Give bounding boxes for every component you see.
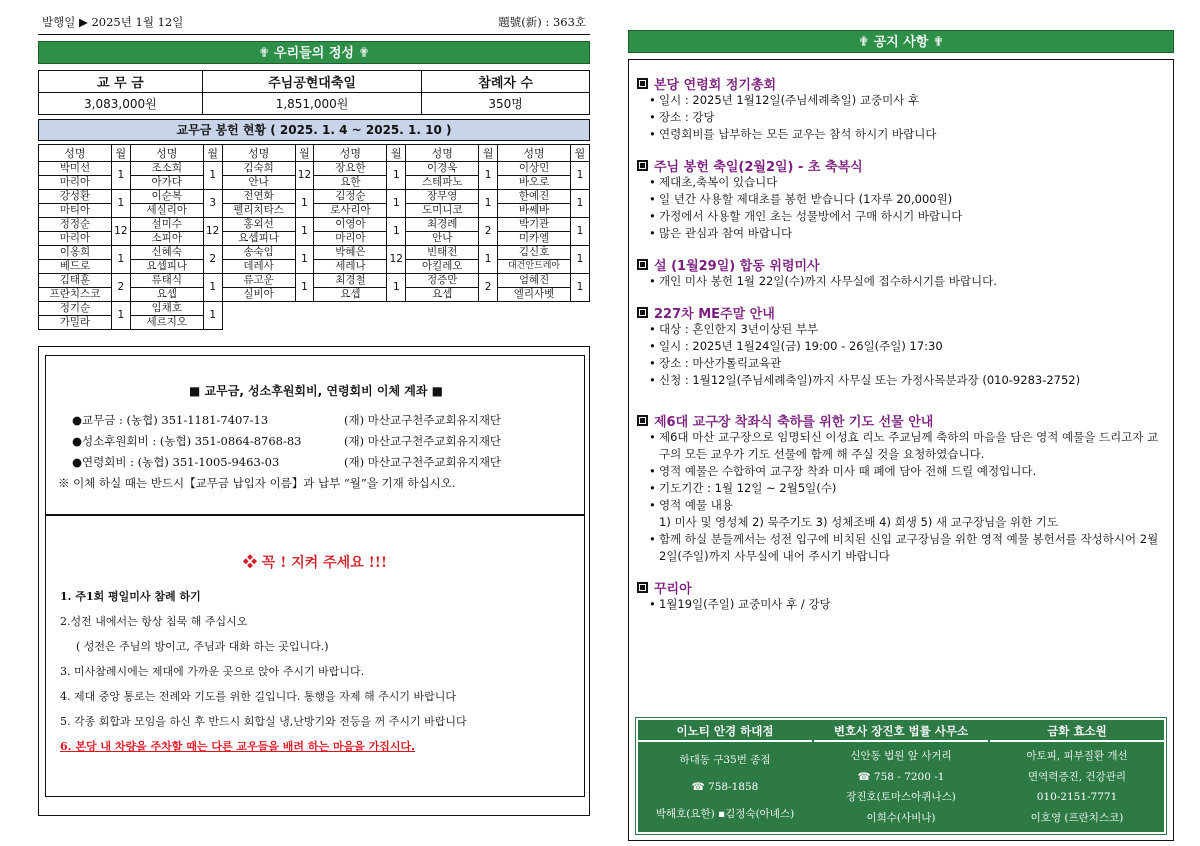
member-baptismal-name: 마리아 bbox=[39, 232, 112, 246]
notice-heading bbox=[637, 411, 1165, 429]
notice-items bbox=[637, 273, 1165, 290]
rule-item: ( 성전은 주님의 방이고, 주님과 대화 하는 곳입니다.) bbox=[76, 640, 329, 653]
square-bullet-icon bbox=[637, 415, 648, 426]
empty-cell bbox=[498, 302, 590, 330]
notice-section bbox=[637, 74, 1165, 143]
advertisement-line: 하대동 구35번 종점 bbox=[679, 753, 771, 766]
offering-banner: ✟ 우리들의 정성 ✟ bbox=[38, 41, 590, 64]
advertisement-panel bbox=[636, 718, 1166, 834]
member-month: 2 bbox=[203, 246, 222, 274]
member-baptismal-name: 로사리아 bbox=[314, 204, 387, 218]
member-name: 조소희 bbox=[130, 162, 203, 176]
member-baptismal-name: 바쎄바 bbox=[498, 204, 571, 218]
advertisement-line: 장진호(토마스아퀴나스) bbox=[846, 791, 956, 804]
member-baptismal-name: 세르지오 bbox=[130, 316, 203, 330]
advertisement-line: 이희수(사비나) bbox=[866, 811, 936, 824]
member-month: 1 bbox=[295, 246, 314, 274]
member-month: 1 bbox=[387, 218, 406, 246]
member-month: 1 bbox=[479, 190, 498, 218]
notice-item: 1) 미사 및 영성체 2) 묵주기도 3) 성체조배 4) 희생 5) 새 교구장님을 위한 기도 bbox=[659, 515, 1059, 529]
member-month: 1 bbox=[570, 246, 589, 274]
member-baptismal-name: 세레나 bbox=[314, 260, 387, 274]
advertisement-line: 아토피, 피부질환 개선 bbox=[1026, 750, 1128, 763]
member-month: 1 bbox=[111, 246, 130, 274]
member-month: 3 bbox=[203, 190, 222, 218]
notice-items bbox=[637, 596, 1165, 613]
notice-title: 주님 봉헌 축일(2월2일) - 초 축복식 bbox=[654, 159, 863, 175]
offering-value: 3,083,000원 bbox=[39, 93, 203, 115]
member-baptismal-name: 마리아 bbox=[314, 232, 387, 246]
account-row bbox=[58, 451, 574, 472]
member-name: 신혜숙 bbox=[130, 246, 203, 260]
member-name: 류태식 bbox=[130, 274, 203, 288]
notice-item: • 기도기간 : 1월 12일 ~ 2월5일(수) bbox=[649, 480, 1165, 497]
member-month: 1 bbox=[387, 190, 406, 218]
member-name: 임채호 bbox=[130, 302, 203, 316]
member-name: 홍외선 bbox=[222, 218, 295, 232]
col-month-header: 월 bbox=[387, 145, 406, 162]
member-month: 2 bbox=[111, 274, 130, 302]
account-box-wrap bbox=[45, 352, 585, 515]
col-name-header: 성명 bbox=[222, 145, 295, 162]
member-baptismal-name: 엘리사벳 bbox=[498, 288, 571, 302]
empty-cell bbox=[406, 302, 498, 330]
advertisement-name: 이노티 안경 하대점 bbox=[638, 720, 812, 742]
rule-item: 3. 미사참례시에는 제대에 가까운 곳으로 앉아 주시기 바랍니다. bbox=[60, 665, 365, 678]
member-month: 2 bbox=[479, 274, 498, 302]
empty-cell bbox=[314, 302, 406, 330]
member-name: 강성환 bbox=[39, 190, 112, 204]
member-month: 1 bbox=[570, 274, 589, 302]
member-baptismal-name: 펠리치타스 bbox=[222, 204, 295, 218]
notice-heading bbox=[637, 74, 1165, 92]
notice-item: • 가정에서 사용할 개인 초는 성물방에서 구매 하시기 바랍니다 bbox=[649, 208, 1165, 225]
member-baptismal-name: 베드로 bbox=[39, 260, 112, 274]
member-name: 최경례 bbox=[406, 218, 479, 232]
member-month: 12 bbox=[387, 246, 406, 274]
notice-item: • 신청 : 1월12일(주님세례축일)까지 사무실 또는 가정사목분과장 (010-9283-2752) bbox=[649, 372, 1165, 389]
col-month-header: 월 bbox=[111, 145, 130, 162]
member-name: 김숙희 bbox=[222, 162, 295, 176]
transfer-account-box bbox=[45, 355, 585, 515]
member-baptismal-name: 요셉피나 bbox=[130, 260, 203, 274]
offering-summary-table bbox=[38, 70, 590, 115]
member-name: 엄혜진 bbox=[498, 274, 571, 288]
publication-header bbox=[38, 14, 590, 35]
member-month: 12 bbox=[111, 218, 130, 246]
offering-header: 교 무 금 bbox=[39, 71, 203, 93]
account-holder: (재) 마산교구천주교회유지재단 bbox=[344, 412, 502, 427]
member-name: 김태훈 bbox=[39, 274, 112, 288]
rules-title: ❖ 꼭 ! 지켜 주세요 !!! bbox=[242, 555, 388, 571]
member-baptismal-name: 아가다 bbox=[130, 176, 203, 190]
member-month: 1 bbox=[203, 162, 222, 190]
member-month: 1 bbox=[203, 274, 222, 302]
member-baptismal-name: 마티아 bbox=[39, 204, 112, 218]
member-baptismal-name: 요셉 bbox=[314, 288, 387, 302]
square-bullet-icon bbox=[637, 259, 648, 270]
member-name: 이옹희 bbox=[39, 246, 112, 260]
offering-value: 1,851,000원 bbox=[202, 93, 422, 115]
col-name-header: 성명 bbox=[406, 145, 479, 162]
member-name: 이경욱 bbox=[406, 162, 479, 176]
member-month: 1 bbox=[479, 246, 498, 274]
notice-title: 본당 연령회 정기총회 bbox=[654, 77, 777, 93]
notice-title: 꾸리아 bbox=[654, 581, 692, 597]
member-baptismal-name: 대건안드레아 bbox=[498, 260, 571, 274]
notice-item: • 영적 예물은 수합하여 교구장 착좌 미사 때 폐에 담아 전해 드릴 예정입니다. bbox=[649, 463, 1165, 480]
notice-banner: ✟ 공지 사항 ✟ bbox=[628, 30, 1174, 53]
notice-items bbox=[637, 92, 1165, 143]
member-baptismal-name: 안나 bbox=[406, 232, 479, 246]
member-name: 장무영 bbox=[406, 190, 479, 204]
empty-cell bbox=[222, 302, 314, 330]
notice-item: • 일시 : 2025년 1월12일(주님세례축일) 교중미사 후 bbox=[649, 92, 1165, 109]
member-name: 이순복 bbox=[130, 190, 203, 204]
advertisement-line: ☎ 758 - 7200 -1 bbox=[857, 770, 945, 783]
member-name: 정증만 bbox=[406, 274, 479, 288]
col-month-header: 월 bbox=[570, 145, 589, 162]
notice-section bbox=[637, 156, 1165, 242]
member-baptismal-name: 데레사 bbox=[222, 260, 295, 274]
account-title: ■ 교무금, 성소후원회비, 연령회비 이체 계좌 ■ bbox=[189, 384, 443, 398]
member-baptismal-name: 요셉 bbox=[406, 288, 479, 302]
offering-header: 주님공현대축일 bbox=[202, 71, 422, 93]
notice-item: • 함께 하실 분들께서는 성전 입구에 비치된 신입 교구장님을 위한 영적 예물 봉헌서를 작성하시어 2월2일(주일)까지 사무실에 내어 주시기 바랍니다 bbox=[649, 531, 1165, 565]
member-baptismal-name: 실비아 bbox=[222, 288, 295, 302]
notice-title: 제6대 교구장 착좌식 축하를 위한 기도 선물 안내 bbox=[654, 414, 934, 430]
rule-item: 6. 본당 내 차량을 주차할 때는 다른 교우들을 배려 하는 마음을 가집시다. bbox=[60, 740, 415, 753]
notice-section bbox=[637, 411, 1165, 565]
member-month: 2 bbox=[479, 218, 498, 246]
notice-heading bbox=[637, 578, 1165, 596]
square-bullet-icon bbox=[637, 307, 648, 318]
issue-date: 발행일 ▶ 2025년 1월 12일 bbox=[42, 15, 184, 29]
member-baptismal-name: 요셉 bbox=[130, 288, 203, 302]
member-baptismal-name: 바오로 bbox=[498, 176, 571, 190]
member-name: 김신호 bbox=[498, 246, 571, 260]
notice-items bbox=[637, 429, 1165, 565]
member-month: 1 bbox=[203, 302, 222, 330]
square-bullet-icon bbox=[637, 78, 648, 89]
member-name: 송숙임 bbox=[222, 246, 295, 260]
member-month: 1 bbox=[387, 162, 406, 190]
notice-item: • 장소 : 마산가톨릭교육관 bbox=[649, 355, 1165, 372]
member-name: 최경철 bbox=[314, 274, 387, 288]
member-month: 12 bbox=[295, 162, 314, 190]
account-holder: (재) 마산교구천주교회유지재단 bbox=[344, 433, 502, 448]
member-month: 1 bbox=[479, 162, 498, 190]
offering-status-table bbox=[38, 144, 590, 330]
member-baptismal-name: 안나 bbox=[222, 176, 295, 190]
advertisement bbox=[638, 720, 812, 832]
member-month: 1 bbox=[295, 274, 314, 302]
advertisement bbox=[990, 720, 1164, 832]
member-month: 12 bbox=[203, 218, 222, 246]
notice-heading bbox=[637, 255, 1165, 273]
col-name-header: 성명 bbox=[498, 145, 571, 162]
member-baptismal-name: 가밀라 bbox=[39, 316, 112, 330]
member-name: 설미수 bbox=[130, 218, 203, 232]
advertisement-line: 010-2151-7771 bbox=[1036, 791, 1118, 804]
member-month: 1 bbox=[570, 190, 589, 218]
square-bullet-icon bbox=[637, 160, 648, 171]
offering-value: 350명 bbox=[422, 93, 590, 115]
notice-item: • 연령회비를 납부하는 모든 교우는 참석 하시기 바랍니다 bbox=[649, 126, 1165, 143]
notice-item: • 1월19일(주일) 교중미사 후 / 강당 bbox=[649, 596, 1165, 613]
status-title: 교무금 봉헌 현황 ( 2025. 1. 4 ~ 2025. 1. 10 ) bbox=[38, 119, 590, 141]
advertisement-line: 신안동 법원 앞 사거리 bbox=[850, 750, 952, 763]
account-note: ※ 이체 하실 때는 반드시【교무금 납입자 이름】과 납부 “월”을 기재 하십시오. bbox=[58, 476, 456, 490]
rule-item: 5. 각종 회합과 모임을 하신 후 반드시 회합실 냉,난방기와 전등을 꺼 주시기 바랍니다 bbox=[60, 715, 467, 728]
member-baptismal-name: 미카엘 bbox=[498, 232, 571, 246]
notice-item: • 개인 미사 봉헌 1월 22일(수)까지 사무실에 접수하시기를 바랍니다. bbox=[649, 273, 1165, 290]
rules-box bbox=[45, 515, 585, 797]
member-name: 박기관 bbox=[498, 218, 571, 232]
notice-item: • 영적 예물 내용 bbox=[649, 497, 1165, 514]
member-baptismal-name: 소피아 bbox=[130, 232, 203, 246]
advertisement-line: 면역력증진, 건강관리 bbox=[1028, 770, 1126, 783]
member-baptismal-name: 프란치스코 bbox=[39, 288, 112, 302]
notice-box bbox=[628, 59, 1174, 841]
member-name: 류고운 bbox=[222, 274, 295, 288]
member-baptismal-name: 요셉피나 bbox=[222, 232, 295, 246]
member-baptismal-name: 요한 bbox=[314, 176, 387, 190]
member-name: 정정순 bbox=[39, 218, 112, 232]
notice-heading bbox=[637, 156, 1165, 174]
advertisement-line: 이호영 (프란치스코) bbox=[1030, 811, 1124, 824]
member-month: 1 bbox=[570, 218, 589, 246]
advertisement-name: 변호사 장진호 법률 사무소 bbox=[814, 720, 988, 742]
notice-item: • 일시 : 2025년 1월24일(금) 19:00 - 26일(주일) 17:30 bbox=[649, 338, 1165, 355]
notice-item: • 제6대 마산 교구장으로 임명되신 이성효 리노 주교님께 축하의 마음을 담은 영적 예물을 드리고자 교구의 모든 교우가 기도 선물에 함께 해 주실 것을 요청하였습니다. bbox=[649, 429, 1165, 463]
member-name: 한예진 bbox=[498, 190, 571, 204]
notice-section bbox=[637, 578, 1165, 613]
member-name: 이상민 bbox=[498, 162, 571, 176]
advertisement-line: ☎ 758-1858 bbox=[691, 780, 759, 793]
member-month: 1 bbox=[111, 162, 130, 190]
member-name: 박혜은 bbox=[314, 246, 387, 260]
rule-item: 2.성전 내에서는 항상 침묵 해 주십시오 bbox=[60, 615, 248, 628]
notice-section bbox=[637, 255, 1165, 290]
member-name: 김정순 bbox=[314, 190, 387, 204]
member-name: 이영아 bbox=[314, 218, 387, 232]
account-number: ●성소후원회비 : (농협) 351-0864-8768-83 bbox=[72, 433, 302, 448]
advertisement-line: 박해호(요한) ▪김정숙(아녜스) bbox=[655, 808, 795, 821]
member-name: 정기순 bbox=[39, 302, 112, 316]
member-baptismal-name: 도미니코 bbox=[406, 204, 479, 218]
col-name-header: 성명 bbox=[314, 145, 387, 162]
notice-section bbox=[637, 303, 1165, 389]
notice-title: 설 (1월29일) 합동 위령미사 bbox=[654, 258, 820, 274]
account-holder: (재) 마산교구천주교회유지재단 bbox=[344, 454, 502, 469]
member-month: 1 bbox=[111, 302, 130, 330]
member-name: 전연화 bbox=[222, 190, 295, 204]
notice-item: • 장소 : 강당 bbox=[649, 109, 1165, 126]
member-baptismal-name: 마리아 bbox=[39, 176, 112, 190]
notice-item: • 일 년간 사용할 제대초를 봉헌 받습니다 (1자루 20,000원) bbox=[649, 191, 1165, 208]
square-bullet-icon bbox=[637, 582, 648, 593]
member-month: 1 bbox=[387, 274, 406, 302]
notice-heading bbox=[637, 303, 1165, 321]
member-name: 장요한 bbox=[314, 162, 387, 176]
offering-header: 참례자 수 bbox=[422, 71, 590, 93]
account-number: ●연령회비 : (농협) 351-1005-9463-03 bbox=[72, 454, 280, 469]
rule-item: 1. 주1회 평일미사 참례 하기 bbox=[60, 590, 201, 603]
advertisement bbox=[814, 720, 988, 832]
member-baptismal-name: 세실리아 bbox=[130, 204, 203, 218]
member-baptismal-name: 아킬레오 bbox=[406, 260, 479, 274]
notice-items bbox=[637, 174, 1165, 242]
notice-title: 227차 ME주말 안내 bbox=[654, 306, 775, 322]
col-name-header: 성명 bbox=[130, 145, 203, 162]
member-month: 1 bbox=[111, 190, 130, 218]
account-number: ●교무금 : (농협) 351-1181-7407-13 bbox=[72, 412, 269, 427]
member-month: 1 bbox=[295, 190, 314, 218]
left-page bbox=[38, 14, 590, 753]
advertisement-name: 금화 효소원 bbox=[990, 720, 1164, 742]
col-month-header: 월 bbox=[203, 145, 222, 162]
issue-number: 題號(新) : 363호 bbox=[498, 15, 586, 29]
rule-item: 4. 제대 중앙 통로는 전례와 기도를 위한 길입니다. 통행을 자제 해 주시기 바랍니다 bbox=[60, 690, 456, 703]
account-row bbox=[58, 430, 574, 451]
member-name: 박미선 bbox=[39, 162, 112, 176]
col-name-header: 성명 bbox=[39, 145, 112, 162]
notice-item: • 제대초,축복이 있습니다 bbox=[649, 174, 1165, 191]
col-month-header: 월 bbox=[295, 145, 314, 162]
member-month: 1 bbox=[570, 162, 589, 190]
member-month: 1 bbox=[295, 218, 314, 246]
col-month-header: 월 bbox=[479, 145, 498, 162]
member-name: 빈태전 bbox=[406, 246, 479, 260]
notice-item: • 대상 : 혼인한지 3년이상된 부부 bbox=[649, 321, 1165, 338]
right-page bbox=[628, 30, 1174, 841]
notice-items bbox=[637, 321, 1165, 389]
member-baptismal-name: 스테파노 bbox=[406, 176, 479, 190]
notice-item: • 많은 관심과 참여 바랍니다 bbox=[649, 225, 1165, 242]
account-row bbox=[58, 409, 574, 430]
